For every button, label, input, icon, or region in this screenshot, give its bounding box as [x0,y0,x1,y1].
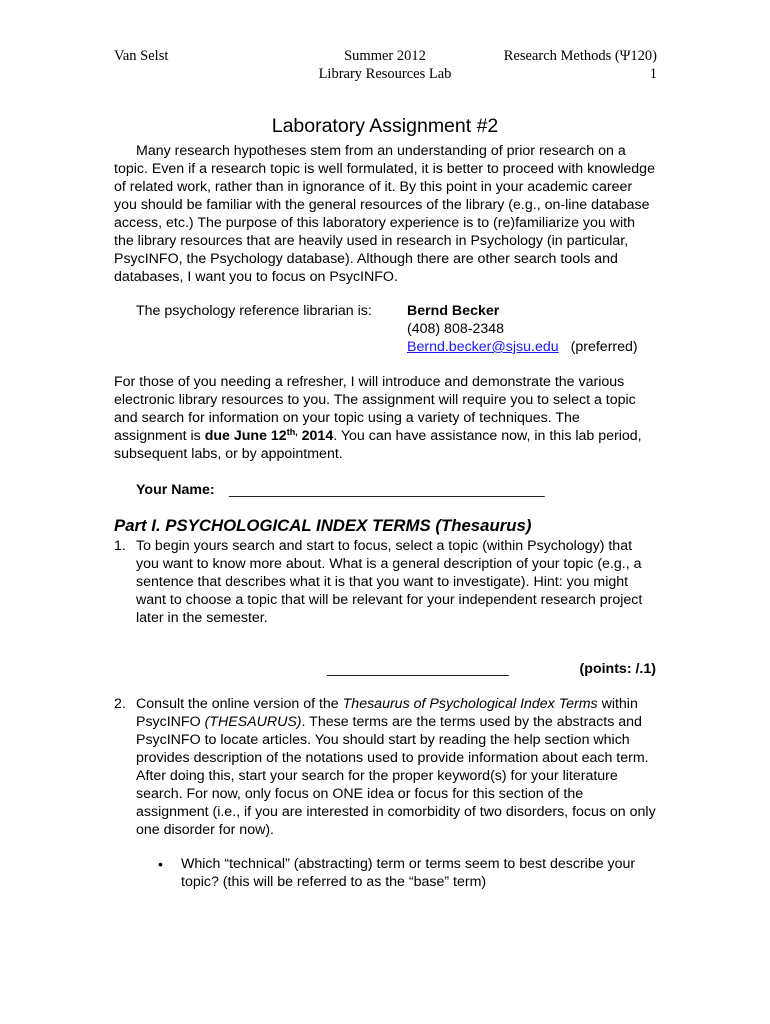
refresher-text-after: . You can have assistance now, in this lab period, subsequent labs, or by appointment. [114,428,642,462]
header-term: Summer 2012 [344,48,426,64]
header-lab-name: Library Resources Lab [318,66,452,82]
item1-text: To begin yours search and start to focus, select a topic (within Psychology) that you want to know more about. What is a general description of your topic (e.g., a sentence that describes what it is that you want to investigate). Hint: you might want to choose a topic that will be relevant for your independent research project later in the semester. [136,538,643,626]
your-name-label: Your Name: [136,482,215,498]
librarian-label: The psychology reference librarian is: [136,303,372,319]
librarian-phone: (408) 808-2348 [407,321,505,337]
due-date: due June $12^{th,}$ 2014 [204,427,334,444]
refresher-text-before: For those of you needing a refresher, I will introduce and demonstrate the various electronic library resources to you. The assignment will require you to select a topic and search for information on your topic using a variety of techniques. The assignment is [114,374,636,444]
item2-number: 2. [114,696,126,712]
page-title: Laboratory Assignment #2 [271,115,499,137]
your-name-blank: ________________________________________ [229,482,545,498]
item1-answer-blank: _______________________ [327,661,509,677]
header-course: Research Methods (Ψ120) [503,48,657,64]
item1-points: (points: /.1) [579,661,656,677]
librarian-email-link[interactable]: Bernd.becker@sjsu.edu [407,339,559,355]
header-author: Van Selst [114,48,169,64]
item1-number: 1. [114,538,126,554]
email-preferred-note: (preferred) [570,339,638,355]
header-page-number: 1 [649,66,657,82]
intro-paragraph: Many research hypotheses stem from an understanding of prior research on a topic. Even if a research topic is well formulated, it is better to proceed with knowledge of related work, rather than in ignorance of it. By this point in your academic career you should be familiar with the general resources of the library (e.g., on-line database access, etc.) The purpose of this laboratory experience is to (re)familiarize you with the library resources that are heavily used in research in Psychology (in particular, PsycINFO, the Psychology database). Although there are other search tools and databases, I want you to focus on PsycINFO. [114,143,655,285]
librarian-name: Bernd Becker [407,303,500,319]
bullet-point: • [158,856,163,872]
refresher-paragraph [114,373,644,463]
item2-text: Consult the online version of the Thesaurus of Psychological Index Terms within PsycINFO (THESAURUS). These terms are the terms used by the abstracts and PsycINFO to locate articles. You should start by reading the help section which provides description of the notations used to provide information about each term. After doing this, start your search for the proper keyword(s) for your literature search. For now, only focus on ONE idea or focus for this section of the assignment (i.e., if you are interested in comorbidity of two disorders, focus on only one disorder for now). [136,696,656,838]
bullet1-text: Which “technical” (abstracting) term or terms seem to best describe your topic? (this will be referred to as the “base” term) [181,856,636,890]
librarian-email-line [407,338,638,356]
part1-heading: Part I. PSYCHOLOGICAL INDEX TERMS (Thesaurus) [114,516,532,535]
